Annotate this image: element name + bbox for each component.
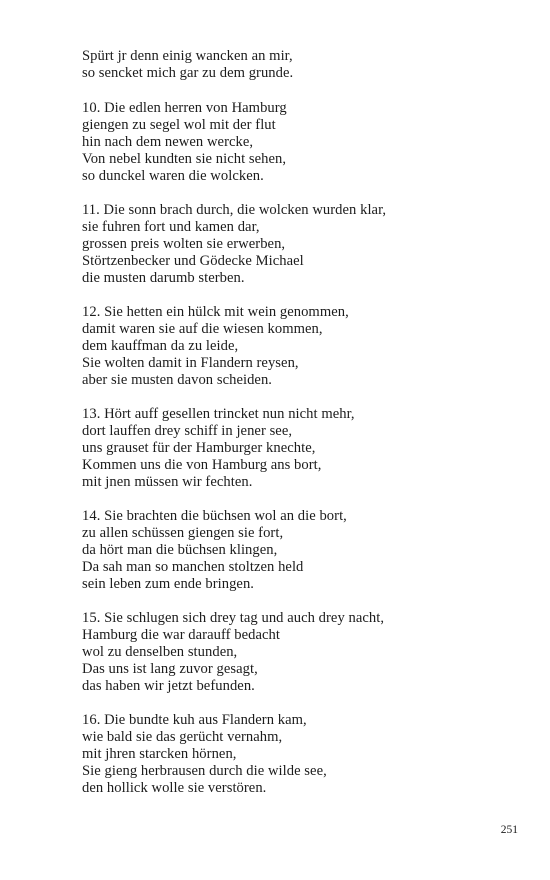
verse-line: so sencket mich gar zu dem grunde. [82, 65, 294, 81]
verse-line: 15. Sie schlugen sich drey tag und auch drey nacht, [82, 610, 385, 626]
verse-line: da hört man die büchsen klingen, [82, 542, 278, 558]
verse-line: Spürt jr denn einig wancken an mir, [82, 48, 293, 64]
verse-line: mit jhren starcken hörnen, [82, 746, 237, 762]
stanza [82, 610, 530, 695]
verse-line: hin nach dem newen wercke, [82, 134, 254, 150]
stanza [82, 508, 530, 593]
verse-line: damit waren sie auf die wiesen kommen, [82, 321, 323, 337]
page-number: 251 [500, 824, 518, 836]
verse-line: wie bald sie das gerücht vernahm, [82, 729, 283, 745]
verse-line: Das uns ist lang zuvor gesagt, [82, 661, 258, 677]
verse-line: so dunckel waren die wolcken. [82, 168, 264, 184]
verse-line: Da sah man so manchen stoltzen held [82, 559, 304, 575]
verse-line: Kommen uns die von Hamburg ans bort, [82, 457, 322, 473]
verse-line: 16. Die bundte kuh aus Flandern kam, [82, 712, 307, 728]
verse-line: den hollick wolle sie verstören. [82, 780, 267, 796]
verse-line: Sie wolten damit in Flandern reysen, [82, 355, 299, 371]
stanza [82, 100, 530, 185]
poem-body [82, 48, 530, 814]
verse-line: dort lauffen drey schiff in jener see, [82, 423, 293, 439]
verse-line: sie fuhren fort und kamen dar, [82, 219, 260, 235]
verse-line: zu allen schüssen giengen sie fort, [82, 525, 284, 541]
verse-line: wol zu denselben stunden, [82, 644, 238, 660]
verse-line: mit jnen müssen wir fechten. [82, 474, 253, 490]
stanza [82, 48, 530, 82]
verse-line: grossen preis wolten sie erwerben, [82, 236, 286, 252]
verse-line: 11. Die sonn brach durch, die wolcken wurden klar, [82, 202, 387, 218]
verse-line: 10. Die edlen herren von Hamburg [82, 100, 287, 116]
verse-line: Sie gieng herbrausen durch die wilde see, [82, 763, 327, 779]
stanza [82, 202, 530, 287]
verse-line: 14. Sie brachten die büchsen wol an die bort, [82, 508, 347, 524]
verse-line: aber sie musten davon scheiden. [82, 372, 272, 388]
stanza [82, 406, 530, 491]
verse-line: sein leben zum ende bringen. [82, 576, 255, 592]
verse-line: 13. Hört auff gesellen trincket nun nicht mehr, [82, 406, 355, 422]
stanza [82, 304, 530, 389]
verse-line: Störtzenbecker und Gödecke Michael [82, 253, 304, 269]
verse-line: uns grauset für der Hamburger knechte, [82, 440, 316, 456]
verse-line: Hamburg die war darauff bedacht [82, 627, 280, 643]
verse-line: die musten darumb sterben. [82, 270, 245, 286]
verse-line: giengen zu segel wol mit der flut [82, 117, 276, 133]
verse-line: 12. Sie hetten ein hülck mit wein genommen, [82, 304, 349, 320]
verse-line: dem kauffman da zu leide, [82, 338, 239, 354]
verse-line: Von nebel kundten sie nicht sehen, [82, 151, 287, 167]
verse-line: das haben wir jetzt befunden. [82, 678, 255, 694]
stanza [82, 712, 530, 797]
